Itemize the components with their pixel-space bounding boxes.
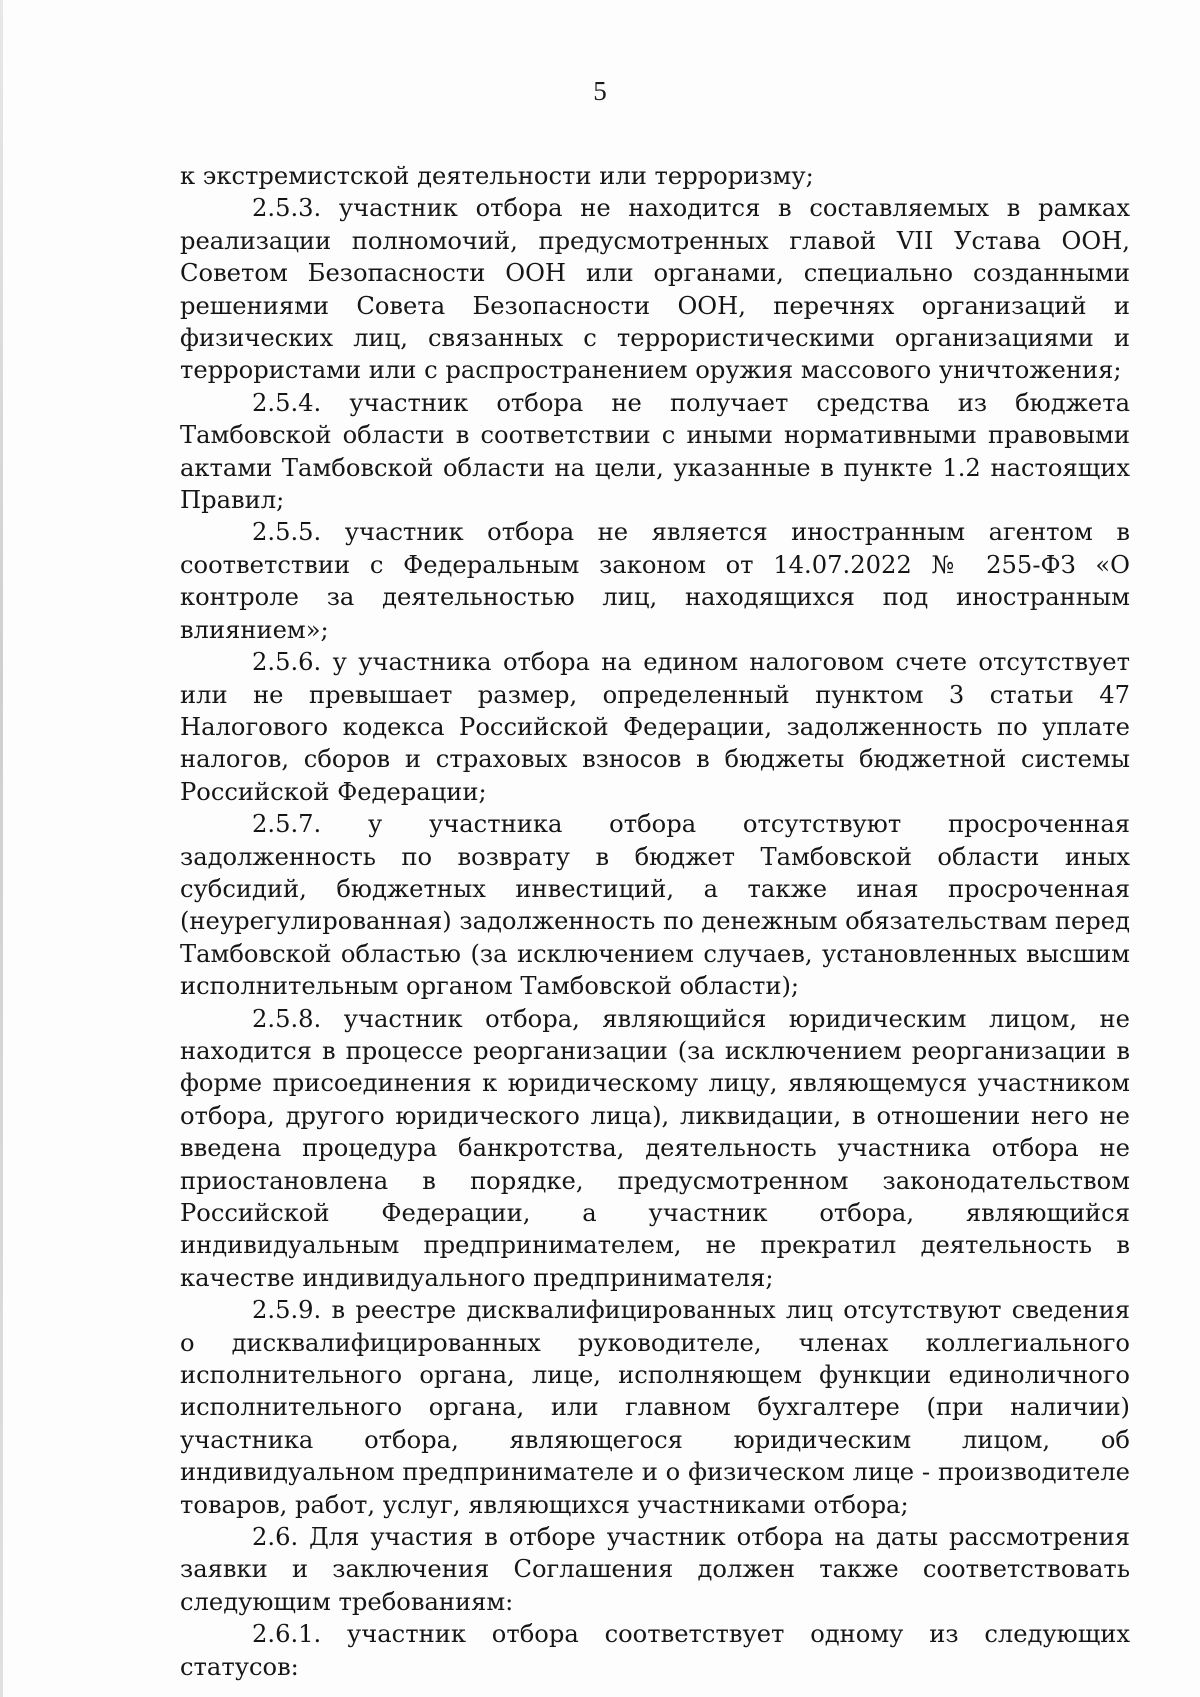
document-body bbox=[180, 160, 1130, 1683]
paragraph-2-6-1: 2.6.1. участник отбора соответствует одному из следующих статусов: bbox=[180, 1620, 1130, 1681]
paragraph-2-5-7: 2.5.7. у участника отбора отсутствуют просроченная задолженность по возврату в бюджет Тамбовской области иных субсидий, бюджетных инвестиций, а также иная просроченная (неурегулированная) задолженность по денежным обязательствам перед Тамбовской областью (за исключением случаев, установленных высшим исполнительным органом Тамбовской области); bbox=[180, 810, 1130, 1001]
page-number: 5 bbox=[593, 76, 607, 106]
paragraph-2-5-5: 2.5.5. участник отбора не является иностранным агентом в соответствии с Федеральным законом от 14.07.2022 № 255-ФЗ «О контроле за деятельностью лиц, находящихся под иностранным влиянием»; bbox=[180, 518, 1130, 644]
paragraph-2-5-4: 2.5.4. участник отбора не получает средства из бюджета Тамбовской области в соответствии с иными нормативными правовыми актами Тамбовской области на цели, указанные в пункте 1.2 настоящих Правил; bbox=[180, 388, 1130, 515]
paragraph-2-6: 2.6. Для участия в отборе участник отбора на даты рассмотрения заявки и заключения Соглашения должен также соответствовать следующим требованиям: bbox=[180, 1523, 1130, 1616]
paragraph-2-5-8: 2.5.8. участник отбора, являющийся юридическим лицом, не находится в процессе реорганизации (за исключением реорганизации в форме присоединения к юридическому лицу, являющемуся участником отбора, другого юридического лица), ликвидации, в отношении него не введена процедура банкротства, деятельность участника отбора не приостановлена в порядке, предусмотренном законодательством Российской Федерации, а участник отбора, являющийся индивидуальным предпринимателем, не прекратил деятельность в качестве индивидуального предпринимателя; bbox=[180, 1004, 1130, 1292]
paragraph-2-5-3: 2.5.3. участник отбора не находится в составляемых в рамках реализации полномочий, предусмотренных главой VII Устава ООН, Советом Безопасности ООН или органами, специально созданными решениями Совета Безопасности ООН, перечнях организаций и физических лиц, связанных с террористическими организациями и террористами или с распространением оружия массового уничтожения; bbox=[180, 194, 1130, 385]
paragraph-2-5-9: 2.5.9. в реестре дисквалифицированных лиц отсутствуют сведения о дисквалифицированных руководителе, членах коллегиального исполнительного органа, лице, исполняющем функции единоличного исполнительного органа, или главном бухгалтере (при наличии) участника отбора, являющегося юридическим лицом, об индивидуальном предпринимателе и о физическом лице - производителе товаров, работ, услуг, являющихся участниками отбора; bbox=[180, 1296, 1130, 1519]
paragraph-continuation: к экстремистской деятельности или терроризму; bbox=[180, 162, 814, 190]
scan-binding-edge bbox=[0, 0, 3, 1697]
paragraph-2-5-6: 2.5.6. у участника отбора на едином налоговом счете отсутствует или не превышает размер, определенный пунктом 3 статьи 47 Налогового кодекса Российской Федерации, задолженность по уплате налогов, сборов и страховых взносов в бюджеты бюджетной системы Российской Федерации; bbox=[180, 648, 1130, 806]
